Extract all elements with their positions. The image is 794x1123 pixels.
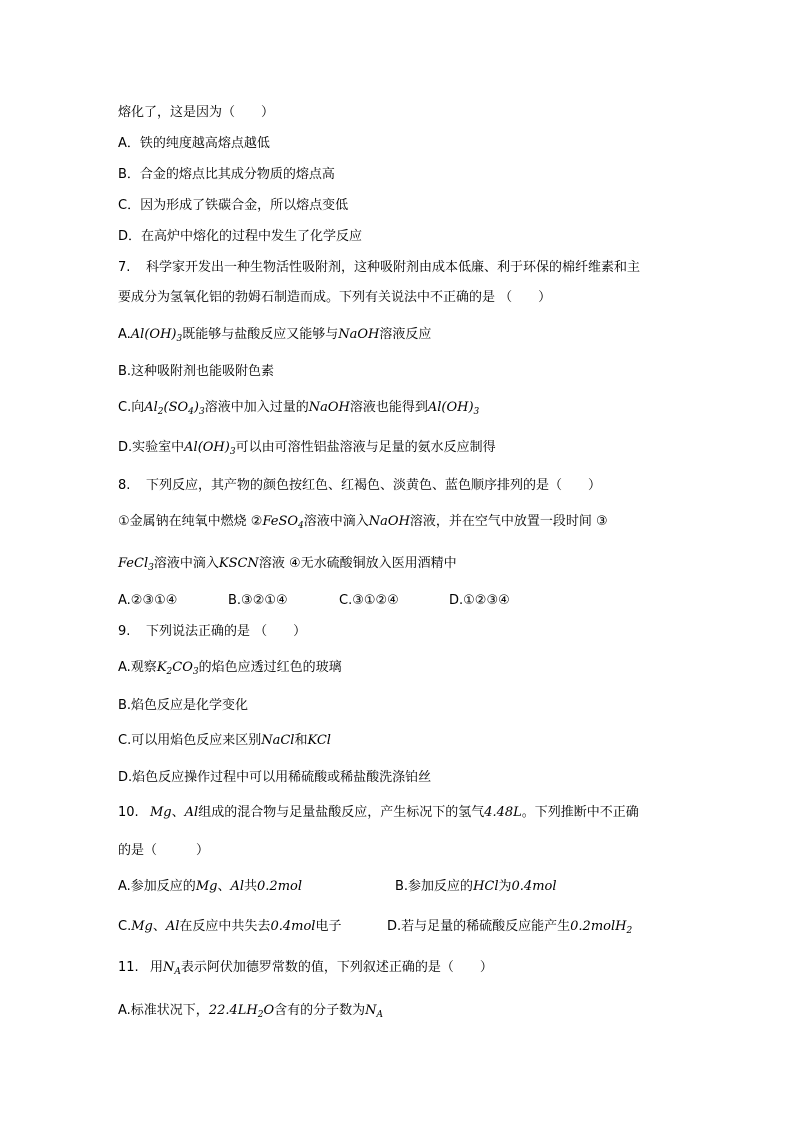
q9-stem: 9. 下列说法正确的是 （ ） (118, 624, 307, 639)
q10-stem-line2: 的是（ ） (118, 843, 210, 858)
q10-option-b: B.参加反应的HCl为0.4mol (395, 879, 557, 894)
q9-option-b: B.焰色反应是化学变化 (118, 698, 249, 713)
q8-reactions-line1: ①金属钠在纯氧中燃烧 ②FeSO$_4$溶液中滴入NaOH溶液，并在空气中放置一段时间 ③ (118, 514, 608, 531)
q9-number: 9. (118, 624, 131, 639)
q6-option-c: C．因为形成了铁碳合金，所以熔点变低 (118, 198, 349, 213)
q8-option-b: B.③②①④ (228, 593, 288, 608)
q10-stem: 10. Mg、Al组成的混合物与足量盐酸反应，产生标况下的氢气4.48L。下列推断中不正确 (118, 805, 639, 820)
q9-option-d: D.焰色反应操作过程中可以用稀硫酸或稀盐酸洗涤铂丝 (118, 770, 432, 785)
q9-option-c: C.可以用焰色反应来区别NaCl和KCl (118, 733, 331, 748)
q10-option-c: C.Mg、Al在反应中共失去0.4mol电子 (118, 919, 342, 934)
q10-option-a: A.参加反应的Mg、Al共0.2mol (118, 879, 303, 894)
q6-option-b: B．合金的熔点比其成分物质的熔点高 (118, 167, 335, 182)
q7-stem-line2: 要成分为氢氧化铝的勃姆石制造而成。下列有关说法中不正确的是 （ ） (118, 290, 552, 305)
q8-option-a: A.②③①④ (118, 593, 178, 608)
q6-stem-tail: 熔化了，这是因为（ ） (118, 105, 275, 120)
q9-option-a: A.观察$K_2CO_3$的焰色应透过红色的玻璃 (118, 660, 342, 677)
q10-option-d: D.若与足量的稀硫酸反应能产生0.2molH$_2$ (387, 919, 633, 936)
q7-option-a: $A.Al(OH)_3$既能够与盐酸反应又能够与NaOH溶液反应 (118, 327, 432, 344)
q6-option-d: D．在高炉中熔化的过程中发生了化学反应 (118, 229, 363, 244)
q8-option-c: C.③①②④ (339, 593, 399, 608)
q11-number: 11. (118, 960, 139, 975)
q11-stem: 11. 用$N_A$表示阿伏加德罗常数的值，下列叙述正确的是（ ） (118, 960, 493, 977)
q8-number: 8. (118, 478, 131, 493)
q7-option-d: D.实验室中$Al(OH)_3$可以由可溶性铝盐溶液与足量的氨水反应制得 (118, 440, 496, 457)
q7-option-c: C.向$Al_2(SO_4)_3$溶液中加入过量的NaOH溶液也能得到$Al(OH)_3$ (118, 400, 480, 417)
q11-option-a: A.标准状况下，$22.4LH_2O$含有的分子数为$N_A$ (118, 1003, 384, 1020)
q8-stem: 8. 下列反应，其产物的颜色按红色、红褐色、淡黄色、蓝色顺序排列的是（ ） (118, 478, 602, 493)
q8-reactions-line2: FeCl$_3$溶液中滴入KSCN溶液 ④无水硫酸铜放入医用酒精中 (118, 556, 457, 573)
q7-number: 7. (118, 260, 131, 275)
q6-option-a: A．铁的纯度越高熔点越低 (118, 136, 270, 151)
q10-number: 10. (118, 805, 139, 820)
q7-option-b: B.这种吸附剂也能吸附色素 (118, 364, 275, 379)
q7-stem (118, 259, 640, 277)
q7-stem-line1: 科学家开发出一种生物活性吸附剂，这种吸附剂由成本低廉、利于环保的棉纤维素和主 (146, 260, 641, 275)
q8-option-d: D.①②③④ (449, 593, 510, 608)
